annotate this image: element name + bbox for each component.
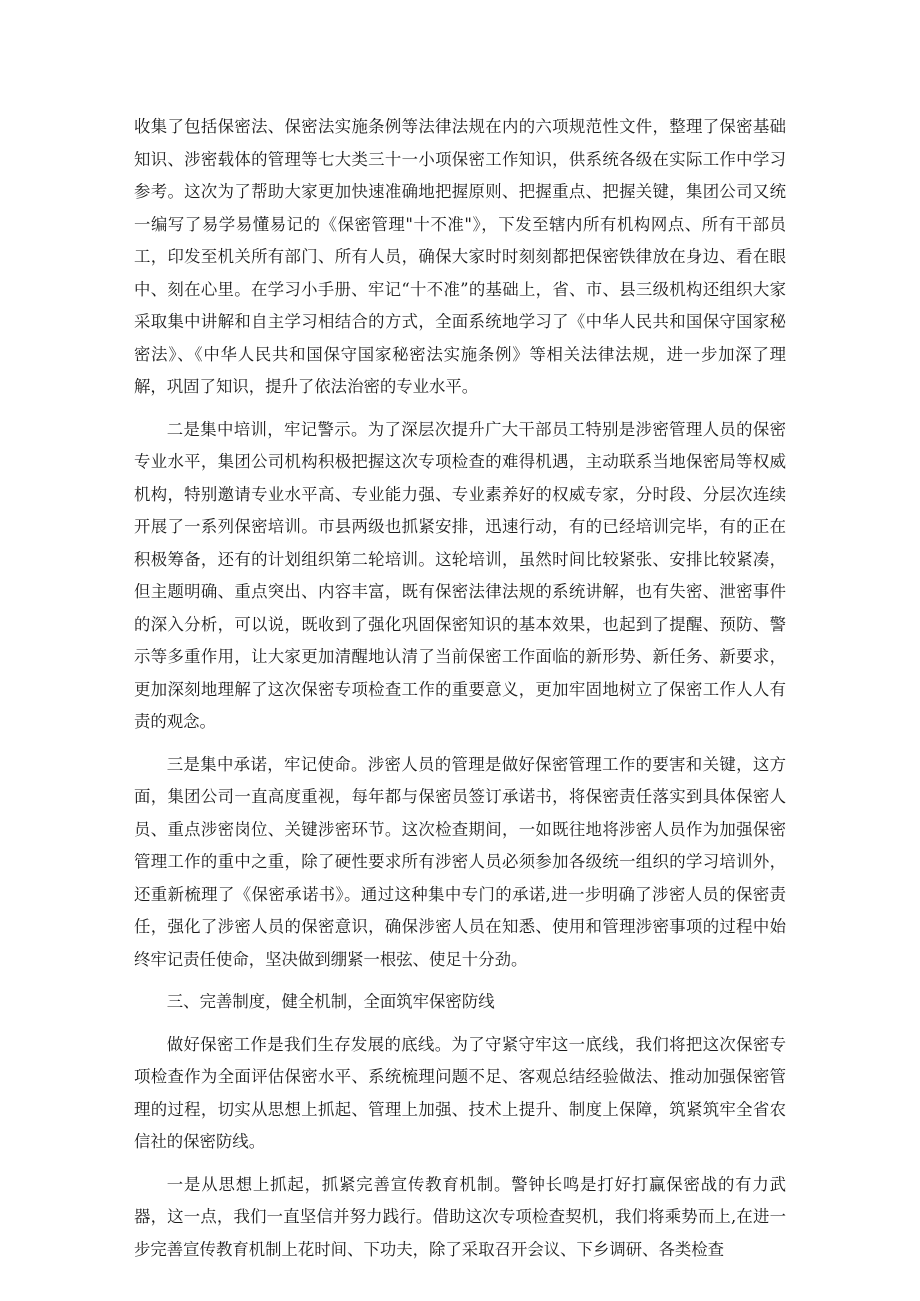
paragraph-ideology: 一是从思想上抓起，抓紧完善宣传教育机制。警钟长鸣是打好打赢保密战的有力武器，这一点，我们一直坚信并努力践行。借助这次专项检查契机，我们将乘势而上,在进一步完善宣传教育机制上花时间、下功夫，除了采取召开会议、下乡调研、各类检查 [134, 1174, 786, 1259]
paragraph-training: 二是集中培训，牢记警示。为了深层次提升广大干部员工特别是涉密管理人员的保密专业水平，集团公司机构积极把握这次专项检查的难得机遇，主动联系当地保密局等权威机构，特别邀请专业水平高、专业能力强、专业素养好的权威专家，分时段、分层次连续开展了一系列保密培训。市县两级也抓紧安排，迅速行动，有的已经培训完毕，有的正在积极筹备，还有的计划组织第二轮培训。这轮培训，虽然时间比较紧张、安排比较紧凑，但主题明确、重点突出、内容丰富，既有保密法律法规的系统讲解，也有失密、泄密事件的深入分析，可以说，既收到了强化巩固保密知识的基本效果，也起到了提醒、预防、警示等多重作用，让大家更加清醒地认清了当前保密工作面临的新形势、新任务、新要求，更加深刻地理解了这次保密专项检查工作的重要意义，更加牢固地树立了保密工作人人有责的观念。 [134, 419, 786, 731]
paragraph-continuation: 收集了包括保密法、保密法实施条例等法律法规在内的六项规范性文件，整理了保密基础知识、涉密载体的管理等七大类三十一小项保密工作知识，供系统各级在实际工作中学习参考。这次为了帮助大家更加快速准确地把握原则、把握重点、把握关键，集团公司又统一编写了易学易懂易记的《保密管理"十不准"》，下发至辖内所有机构网点、所有干部员工，印发至机关所有部门、所有人员，确保大家时时刻刻都把保密铁律放在身边、看在眼中、刻在心里。在学习小手册、牢记“十不准”的基础上，省、市、县三级机构还组织大家采取集中讲解和自主学习相结合的方式，全面系统地学习了《中华人民共和国保守国家秘密法》、《中华人民共和国保守国家秘密法实施条例》等相关法律法规，进一步加深了理解，巩固了知识，提升了依法治密的专业水平。 [134, 117, 786, 396]
paragraph-bottom-line: 做好保密工作是我们生存发展的底线。为了守紧守牢这一底线，我们将把这次保密专项检查作为全面评估保密水平、系统梳理问题不足、客观总结经验做法、推动加强保密管理的过程，切实从思想上抓起、管理上加强、技术上提升、制度上保障，筑紧筑牢全省农信社的保密防线。 [134, 1034, 786, 1151]
paragraph-commitment: 三是集中承诺，牢记使命。涉密人员的管理是做好保密管理工作的要害和关键，这方面，集团公司一直高度重视，每年都与保密员签订承诺书，将保密责任落实到具体保密人员、重点涉密岗位、关键涉密环节。这次检查期间，一如既往地将涉密人员作为加强保密管理工作的重中之重，除了硬性要求所有涉密人员必须参加各级统一组织的学习培训外，还重新梳理了《保密承诺书》。通过这种集中专门的承诺,进一步明确了涉密人员的保密责任，强化了涉密人员的保密意识，确保涉密人员在知悉、使用和管理涉密事项的过程中始终牢记责任使命，坚决做到绷紧一根弦、使足十分劲。 [134, 754, 786, 969]
section-heading: 三、完善制度，健全机制，全面筑牢保密防线 [166, 992, 495, 1011]
document-body [134, 111, 786, 1276]
